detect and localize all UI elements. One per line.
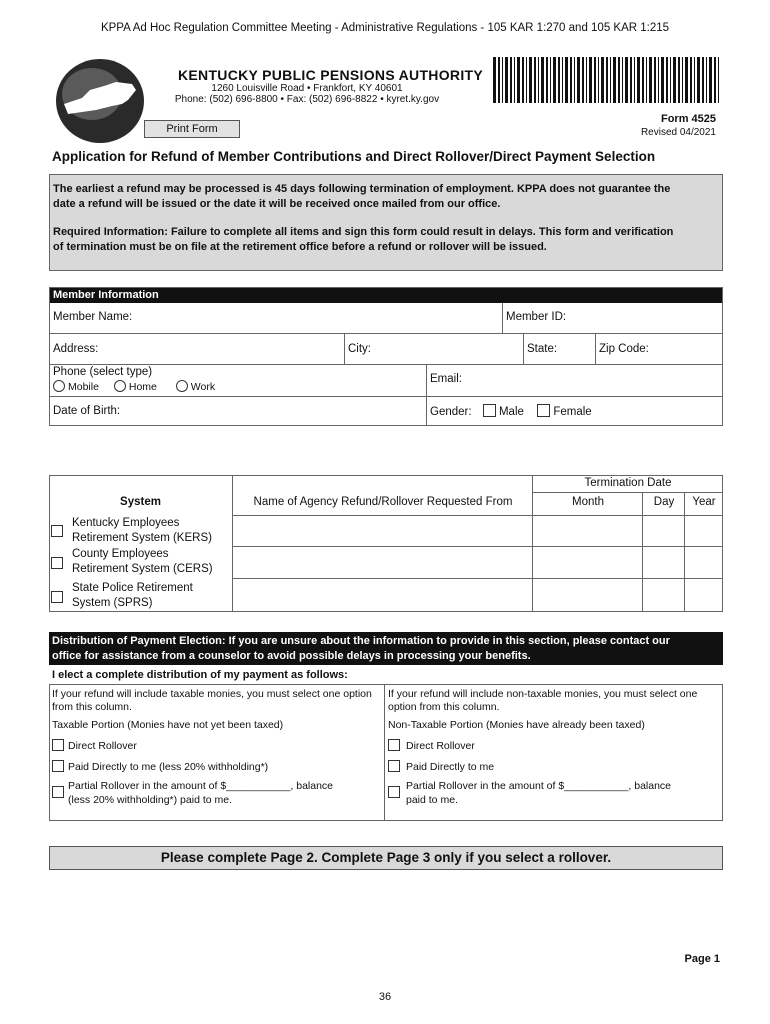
zip-field[interactable] xyxy=(596,334,722,365)
print-form-button[interactable]: Print Form xyxy=(144,120,240,138)
barcode-bar xyxy=(706,57,707,103)
page-number: 36 xyxy=(378,991,392,1003)
system-line: Retirement System (CERS) xyxy=(72,563,213,575)
phone-type-home[interactable] xyxy=(114,381,157,393)
barcode-bar xyxy=(538,57,539,103)
barcode-bar xyxy=(625,57,628,103)
barcode-bar xyxy=(589,57,592,103)
barcode-bar xyxy=(562,57,563,103)
barcode-bar xyxy=(517,57,520,103)
radio-icon[interactable] xyxy=(176,380,188,392)
barcode-bar xyxy=(634,57,635,103)
org-address: 1260 Louisville Road • Frankfort, KY 40601 xyxy=(211,83,403,94)
member-id-label: Member ID: xyxy=(506,311,567,323)
notice-box xyxy=(49,174,723,271)
option-line: (less 20% withholding*) paid to me. xyxy=(68,794,233,806)
barcode-bar xyxy=(514,57,515,103)
system-line: System (SPRS) xyxy=(72,597,153,609)
phone-type-work[interactable] xyxy=(176,381,215,393)
member-info-header: Member Information xyxy=(50,288,722,303)
intro-line: from this column. xyxy=(52,701,132,713)
barcode-bar xyxy=(718,57,719,103)
option-line: paid to me. xyxy=(406,794,458,806)
barcode-bar xyxy=(606,57,608,103)
non-taxable-intro xyxy=(388,688,697,714)
barcode-bar xyxy=(714,57,716,103)
barcode-bar xyxy=(690,57,692,103)
dob-field[interactable] xyxy=(50,397,427,426)
state-field[interactable] xyxy=(524,334,596,365)
state-label: State: xyxy=(527,343,558,355)
system-line: State Police Retirement xyxy=(72,582,193,594)
barcode-bar xyxy=(510,57,512,103)
barcode-bar xyxy=(546,57,548,103)
barcode-bar xyxy=(613,57,616,103)
barcode xyxy=(493,57,721,103)
barcode-bar xyxy=(694,57,695,103)
barcode-bar xyxy=(658,57,659,103)
barcode-bar xyxy=(502,57,503,103)
taxable-partial-rollover-checkbox[interactable] xyxy=(52,786,64,798)
kers-label xyxy=(72,516,212,546)
barcode-bar xyxy=(709,57,712,103)
intro-line: If your refund will include non-taxable monies, you must select one xyxy=(388,688,698,700)
phone-type-label: Work xyxy=(190,381,216,393)
email-label: Email: xyxy=(430,373,462,385)
barcode-bar xyxy=(493,57,496,103)
barcode-bar xyxy=(498,57,500,103)
gender-female-checkbox[interactable] xyxy=(537,404,550,417)
month-header: Month xyxy=(572,496,604,508)
member-name-label: Member Name: xyxy=(53,311,133,323)
barcode-bar xyxy=(654,57,656,103)
gender-male-label: Male xyxy=(498,406,524,418)
member-info-section xyxy=(49,287,723,426)
taxable-paid-directly-label: Paid Directly to me (less 20% withholding*) xyxy=(68,761,269,773)
notice-line: The earliest a refund may be processed is 45 days following termination of employment. KPPA does not guarantee the xyxy=(53,183,671,195)
barcode-bar xyxy=(673,57,676,103)
barcode-bar xyxy=(598,57,599,103)
sprs-label xyxy=(72,581,193,611)
phone-field[interactable] xyxy=(50,365,427,397)
system-line: Retirement System (KERS) xyxy=(72,532,212,544)
non-taxable-partial-rollover-checkbox[interactable] xyxy=(388,786,400,798)
year-header: Year xyxy=(692,496,716,508)
distribution-options xyxy=(49,684,723,821)
barcode-bar xyxy=(610,57,611,103)
barcode-bar xyxy=(670,57,671,103)
barcode-bar xyxy=(637,57,640,103)
barcode-bar xyxy=(649,57,652,103)
gender-male-checkbox[interactable] xyxy=(483,404,496,417)
barcode-bar xyxy=(618,57,620,103)
barcode-bar xyxy=(622,57,623,103)
notice-line: Required Information: Failure to complete all items and sign this form could result in delays. This form and verification xyxy=(53,226,674,238)
gender-female-label: Female xyxy=(553,406,592,418)
non-taxable-direct-rollover-label: Direct Rollover xyxy=(406,740,475,752)
radio-icon[interactable] xyxy=(114,380,126,392)
distribution-header-line: office for assistance from a counselor to avoid possible delays in processing your benefits. xyxy=(52,650,531,662)
org-contact: Phone: (502) 696-8800 • Fax: (502) 696-8822 • kyret.ky.gov xyxy=(174,94,440,105)
barcode-bar xyxy=(526,57,527,103)
option-line: Partial Rollover in the amount of $___________, balance xyxy=(68,780,334,792)
non-taxable-paid-directly-checkbox[interactable] xyxy=(388,760,400,772)
taxable-direct-rollover-label: Direct Rollover xyxy=(68,740,137,752)
non-taxable-direct-rollover-checkbox[interactable] xyxy=(388,739,400,751)
barcode-bar xyxy=(646,57,647,103)
taxable-intro xyxy=(52,688,372,714)
system-line: Kentucky Employees xyxy=(72,517,180,529)
phone-type-label: Home xyxy=(128,381,157,393)
page-label: Page 1 xyxy=(684,953,720,965)
barcode-bar xyxy=(534,57,536,103)
cers-checkbox[interactable] xyxy=(51,557,63,569)
agency-header: Name of Agency Refund/Rollover Requested From xyxy=(253,496,513,508)
barcode-bar xyxy=(682,57,683,103)
city-field[interactable] xyxy=(345,334,524,365)
gender-field xyxy=(427,397,722,426)
intro-line: If your refund will include taxable monies, you must select one option xyxy=(52,688,372,700)
page-title: Application for Refund of Member Contributions and Direct Rollover/Direct Payment Selection xyxy=(52,149,656,164)
barcode-bar xyxy=(570,57,572,103)
taxable-direct-rollover-checkbox[interactable] xyxy=(52,739,64,751)
taxable-portion-label: Taxable Portion (Monies have not yet been taxed) xyxy=(52,719,284,731)
elect-label: I elect a complete distribution of my payment as follows: xyxy=(52,669,348,681)
barcode-bar xyxy=(529,57,532,103)
barcode-bar xyxy=(697,57,700,103)
address-field[interactable] xyxy=(50,334,345,365)
address-label: Address: xyxy=(53,343,99,355)
barcode-bar xyxy=(522,57,524,103)
taxable-partial-rollover-label xyxy=(68,779,333,807)
barcode-bar xyxy=(685,57,688,103)
barcode-bar xyxy=(678,57,680,103)
barcode-bar xyxy=(550,57,551,103)
barcode-bar xyxy=(702,57,704,103)
dob-label: Date of Birth: xyxy=(53,405,121,417)
member-id-field[interactable] xyxy=(503,303,722,334)
top-line: KPPA Ad Hoc Regulation Committee Meeting - Administrative Regulations - 105 KAR 1:270 and 105 KAR 1:215 xyxy=(100,22,670,34)
barcode-bar xyxy=(666,57,668,103)
non-taxable-partial-rollover-label xyxy=(406,779,671,807)
system-header: System xyxy=(120,496,161,508)
phone-type-mobile[interactable] xyxy=(53,381,99,393)
barcode-bar xyxy=(577,57,580,103)
phone-type-label: Mobile xyxy=(68,381,99,393)
taxable-paid-directly-checkbox[interactable] xyxy=(52,760,64,772)
barcode-bar xyxy=(553,57,556,103)
barcode-bar xyxy=(574,57,575,103)
barcode-bar xyxy=(642,57,644,103)
cers-label xyxy=(72,547,213,577)
revised-date: Revised 04/2021 xyxy=(640,127,716,138)
barcode-bar xyxy=(586,57,587,103)
gender-label: Gender: xyxy=(430,406,472,418)
barcode-bar xyxy=(594,57,596,103)
option-line: Partial Rollover in the amount of $___________, balance xyxy=(406,780,672,792)
non-taxable-paid-directly-label: Paid Directly to me xyxy=(406,761,495,773)
barcode-bar xyxy=(582,57,584,103)
footer-banner: Please complete Page 2. Complete Page 3 only if you select a rollover. xyxy=(49,846,723,870)
radio-icon[interactable] xyxy=(53,380,65,392)
form-number: Form 4525 xyxy=(660,113,716,125)
barcode-bar xyxy=(541,57,544,103)
sprs-checkbox[interactable] xyxy=(51,591,63,603)
member-name-field[interactable] xyxy=(50,303,503,334)
distribution-header-line: Distribution of Payment Election: If you are unsure about the information to provide in this section, please contact our xyxy=(52,635,670,647)
barcode-bar xyxy=(630,57,632,103)
email-field[interactable] xyxy=(427,365,722,397)
kers-checkbox[interactable] xyxy=(51,525,63,537)
notice-line: of termination must be on file at the retirement office before a refund or rollover will be issued. xyxy=(53,241,547,253)
barcode-bar xyxy=(558,57,560,103)
non-taxable-portion-label: Non-Taxable Portion (Monies have already been taxed) xyxy=(388,719,645,731)
barcode-bar xyxy=(601,57,604,103)
distribution-header xyxy=(49,632,723,665)
system-line: County Employees xyxy=(72,548,169,560)
phone-label: Phone (select type) xyxy=(53,366,153,378)
zip-label: Zip Code: xyxy=(599,343,649,355)
barcode-bar xyxy=(505,57,508,103)
system-table xyxy=(49,475,723,612)
barcode-bar xyxy=(661,57,664,103)
termination-header: Termination Date xyxy=(584,477,672,489)
barcode-bar xyxy=(565,57,568,103)
notice-line: date a refund will be issued or the date it will be received once mailed from our office. xyxy=(53,198,501,210)
intro-line: option from this column. xyxy=(388,701,500,713)
city-label: City: xyxy=(348,343,371,355)
day-header: Day xyxy=(653,496,675,508)
org-name: KENTUCKY PUBLIC PENSIONS AUTHORITY xyxy=(178,67,483,83)
